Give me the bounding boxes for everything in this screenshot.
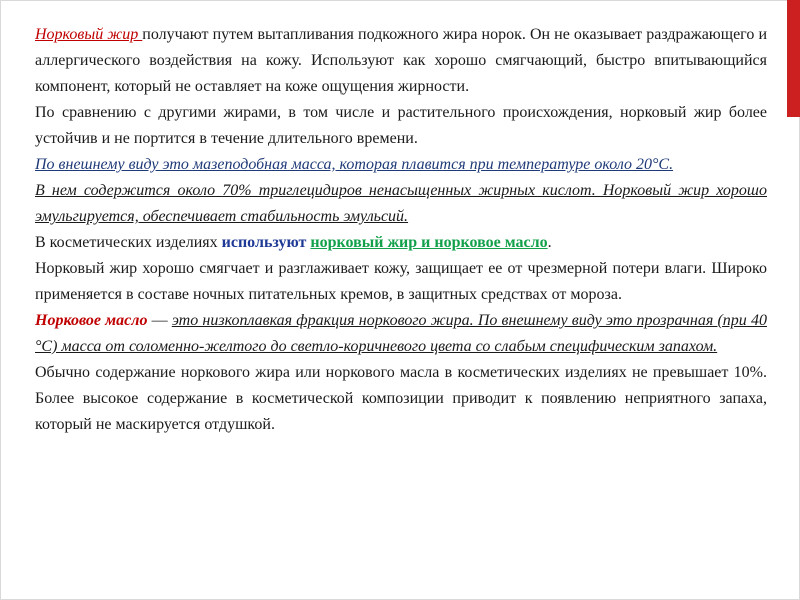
paragraph-mink-fat-origin <box>35 22 767 100</box>
paragraph-composition <box>35 178 767 230</box>
dash: — <box>147 312 172 329</box>
red-accent-bar <box>787 0 800 117</box>
highlight-use: используют <box>221 234 307 251</box>
term-mink-fat: Норковый жир <box>35 26 143 43</box>
paragraph-text: Обычно содержание норкового жира или норкового масла в косметических изделиях не превышает 10%. Более высокое содержание в косметической композиции приводит к появлению неприятного запаха, который не маскируется отдушкой. <box>35 364 767 433</box>
paragraph-text: получают путем вытапливания подкожного жира норок. Он не оказывает раздражающего и аллергического воздействия на кожу. Используют как хорошо смягчающий, быстро впитывающийся компонент, который не оставляет на коже ощущения жирности. <box>35 26 768 95</box>
paragraph-cosmetic-use: В косметических изделиях используют норковый жир и норковое масло. <box>35 234 552 251</box>
slide-body <box>35 22 767 438</box>
term-mink-oil: Норковое масло <box>35 312 148 329</box>
paragraph-text: По внешнему виду это мазеподобная масса, которая плавится при температуре около 20°С. <box>35 156 674 173</box>
paragraph-text: Норковый жир хорошо смягчает и разглаживает кожу, защищает ее от чрезмерной потери влаги. Широко применяется в составе ночных питательных кремов, в защитных средствах от мороза. <box>35 260 767 303</box>
paragraph-skin-effect <box>35 256 767 308</box>
paragraph-appearance <box>35 152 767 178</box>
paragraph-content-limit <box>35 360 767 438</box>
paragraph-text: В косметических изделиях <box>35 234 222 251</box>
paragraph-mink-oil <box>35 308 767 360</box>
paragraph-text: это низкоплавкая фракция норкового жира. По внешнему виду это прозрачная (при 40 °С) масса от соломенно-желтого до светло-коричневого цвета со слабым специфическим запахом. <box>35 312 767 355</box>
paragraph-stability <box>35 100 767 152</box>
paragraph-text: По сравнению с другими жирами, в том числе и растительного происхождения, норковый жир более устойчив и не портится в течение длительного времени. <box>35 104 767 147</box>
link-mink-fat-and-oil[interactable]: норковый жир и норковое масло <box>310 234 548 251</box>
paragraph-text: В нем содержится около 70% триглецидиров ненасыщенных жирных кислот. Норковый жир хорошо эмульгируется, обеспечивает стабильность эмульсий. <box>35 182 767 225</box>
